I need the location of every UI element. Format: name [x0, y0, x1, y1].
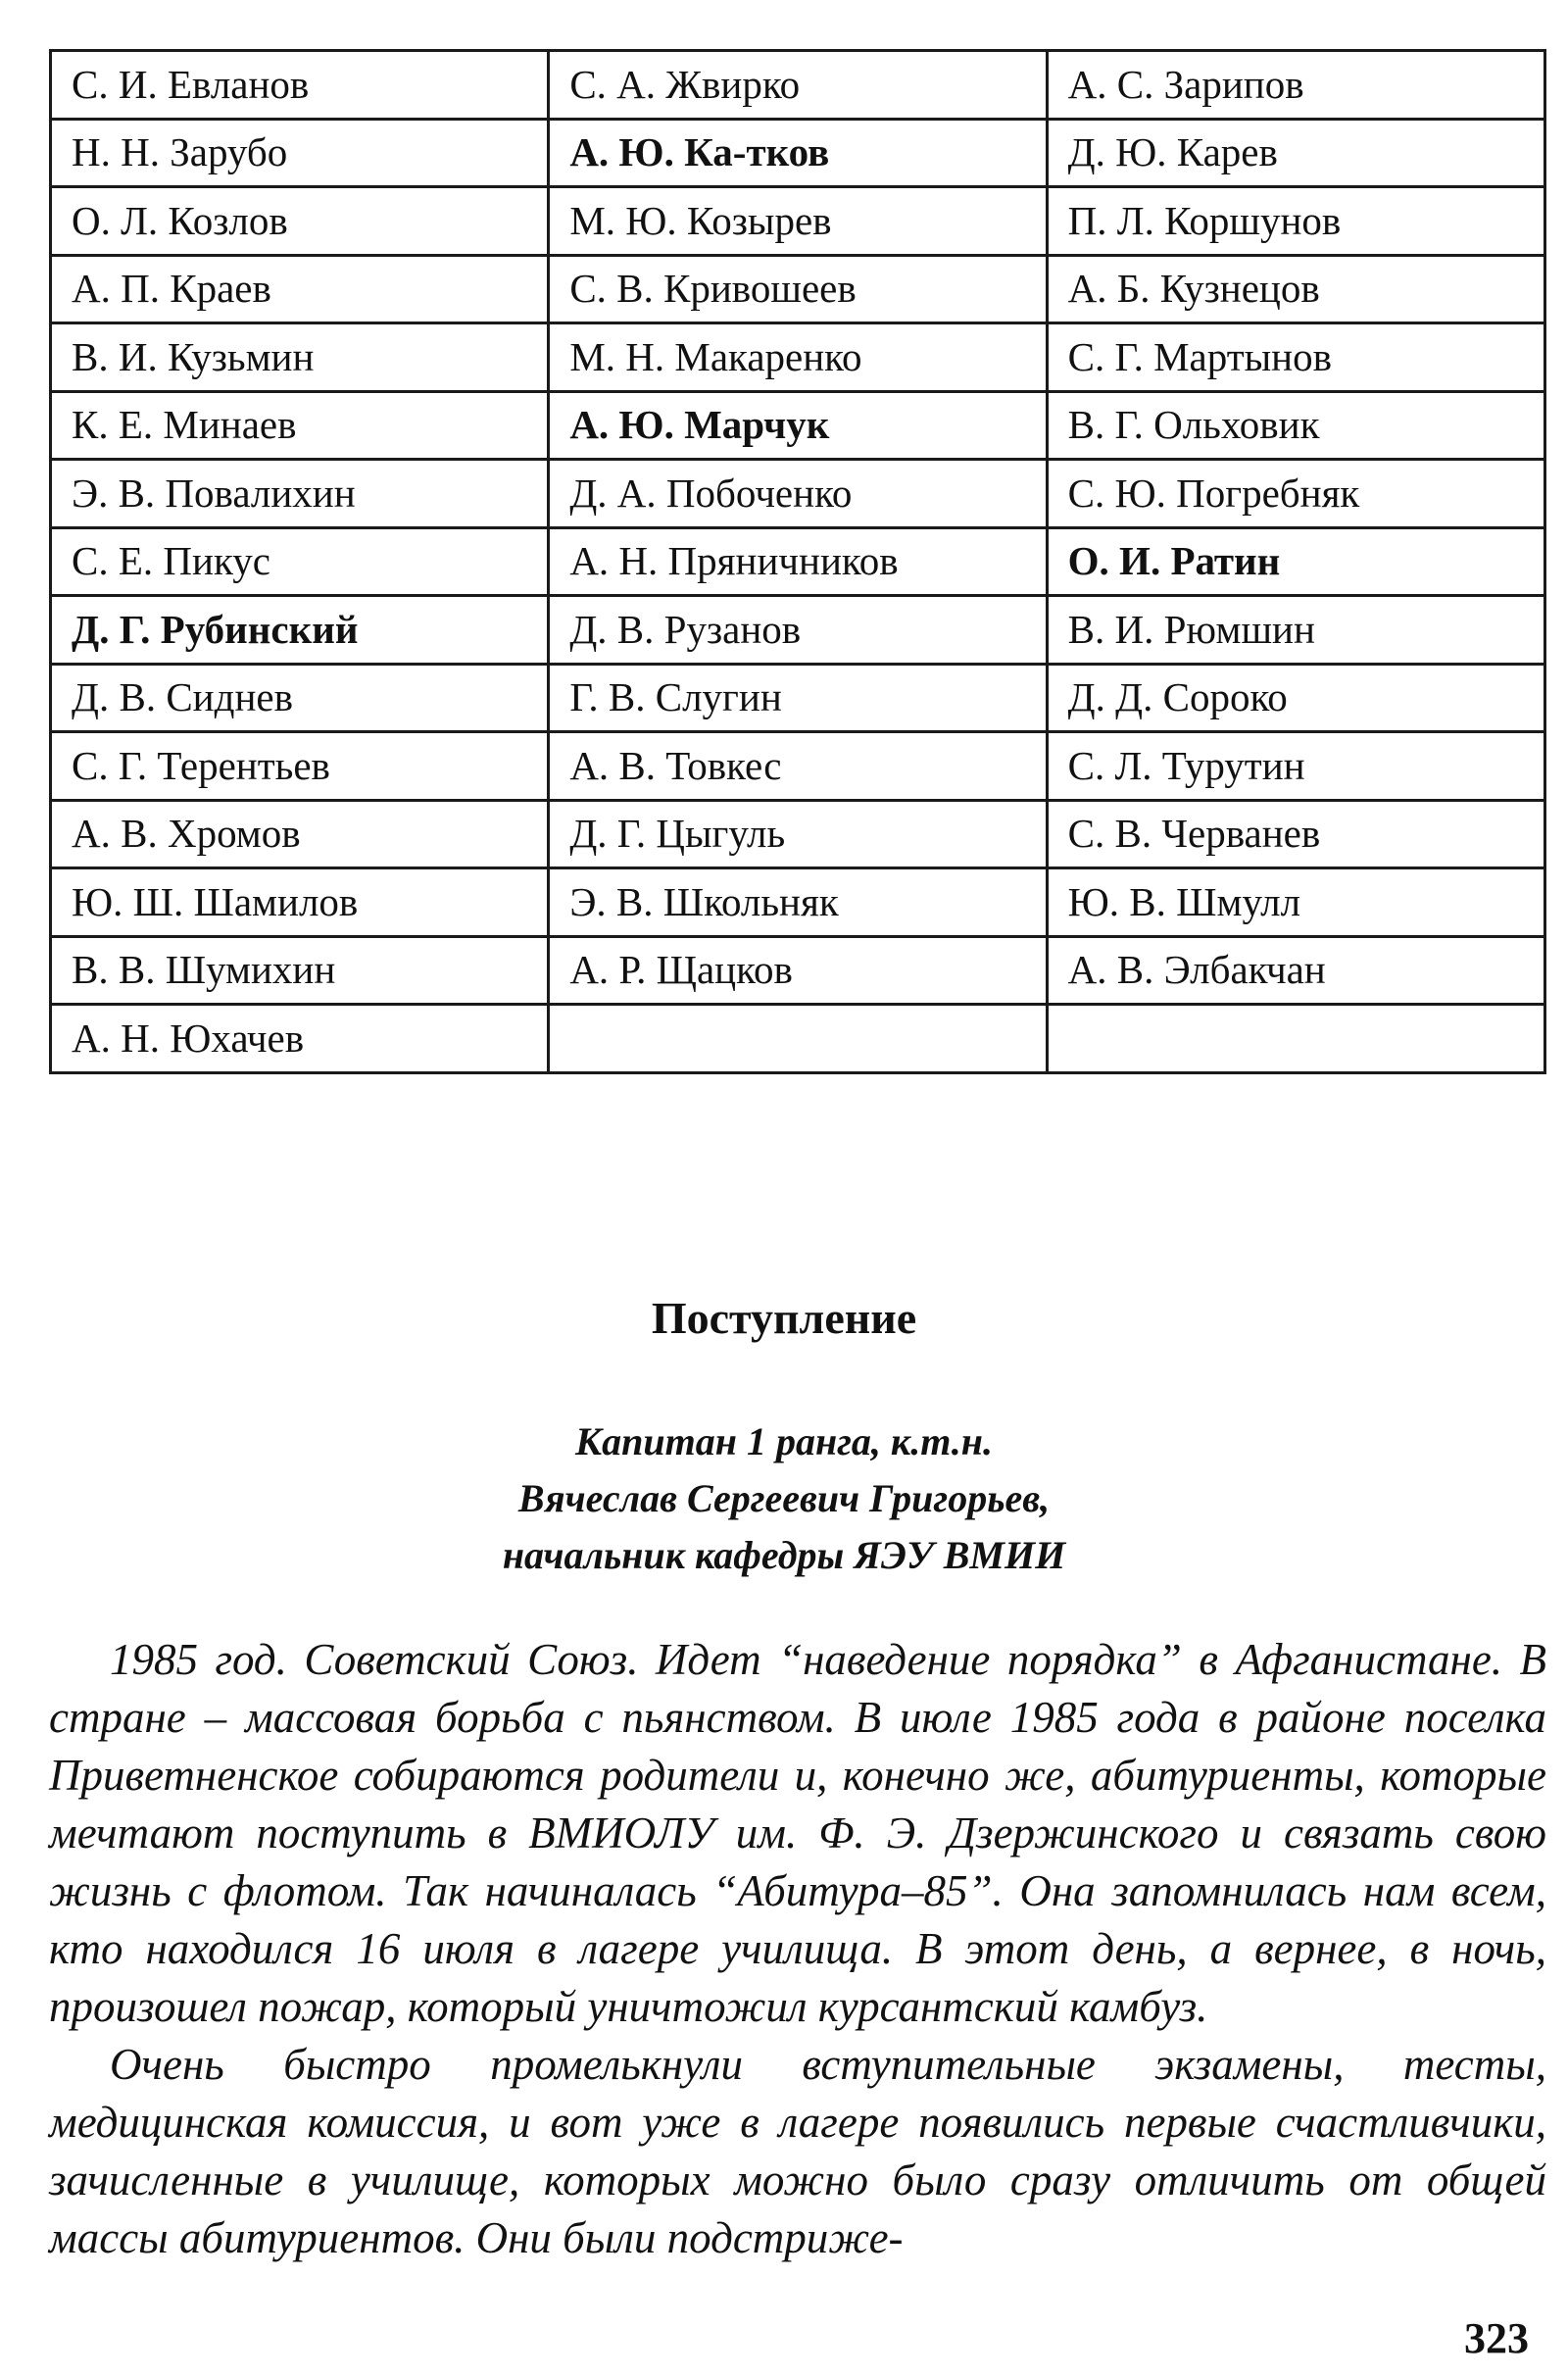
table-row [51, 527, 1545, 596]
table-cell: А. Ю. Ка-тков [549, 119, 1047, 187]
table-row [51, 51, 1545, 120]
table-cell: Д. А. Побоченко [549, 460, 1047, 528]
table-cell: Д. Г. Цыгуль [549, 800, 1047, 868]
table-row [51, 1005, 1545, 1073]
table-cell: А. С. Зарипов [1047, 51, 1544, 120]
paragraph: Очень быстро промелькнули вступительные экзамены, тесты, медицинская комиссия, и вот уже в лагере появились первые счастливчики, зачисленные в училище, которых можно было сразу отличить от общей массы абитуриентов. Они были подстриже- [49, 2040, 1546, 2262]
page-number: 323 [1464, 2314, 1529, 2362]
table-cell: С. И. Евланов [51, 51, 549, 120]
table-cell: В. Г. Ольховик [1047, 391, 1544, 460]
table-cell: К. Е. Минаев [51, 391, 549, 460]
table-cell: А. Ю. Марчук [549, 391, 1047, 460]
table-cell: С. Г. Мартынов [1047, 323, 1544, 392]
table-cell: С. Ю. Погребняк [1047, 460, 1544, 528]
table-row [51, 323, 1545, 392]
table-cell: А. Б. Кузнецов [1047, 255, 1544, 323]
table-row [51, 868, 1545, 937]
table-cell: А. В. Товкес [549, 732, 1047, 801]
table-cell: А. П. Краев [51, 255, 549, 323]
table-row [51, 596, 1545, 665]
table-cell: Ю. Ш. Шамилов [51, 868, 549, 937]
table-cell [549, 1005, 1047, 1073]
table-row [51, 119, 1545, 187]
author-position-line: начальник кафедры ЯЭУ ВМИИ [502, 1533, 1066, 1577]
table-row [51, 664, 1545, 732]
table-cell: Э. В. Школьняк [549, 868, 1047, 937]
table-cell: С. В. Кривошеев [549, 255, 1047, 323]
table-cell: Д. Г. Рубинский [51, 596, 549, 665]
table-row [51, 800, 1545, 868]
table-cell: О. И. Ратин [1047, 527, 1544, 596]
table-cell: Э. В. Повалихин [51, 460, 549, 528]
table-cell: М. Н. Макаренко [549, 323, 1047, 392]
table-cell: Д. Ю. Карев [1047, 119, 1544, 187]
table-cell: А. Р. Щацков [549, 936, 1047, 1005]
table-cell: С. Л. Турутин [1047, 732, 1544, 801]
table-cell [1047, 1005, 1544, 1073]
table-cell: Д. В. Рузанов [549, 596, 1047, 665]
table-cell: Ю. В. Шмулл [1047, 868, 1544, 937]
table-cell: О. Л. Козлов [51, 187, 549, 256]
table-cell: С. А. Жвирко [549, 51, 1047, 120]
table-cell: С. В. Черванев [1047, 800, 1544, 868]
table-row [51, 936, 1545, 1005]
author-block [0, 1413, 1568, 1584]
author-rank-line: Капитан 1 ранга, к.т.н. [575, 1419, 993, 1463]
table-cell: А. В. Хромов [51, 800, 549, 868]
table-cell: Д. Д. Сороко [1047, 664, 1544, 732]
table-cell: А. В. Элбакчан [1047, 936, 1544, 1005]
names-table [49, 49, 1546, 1074]
table-cell: А. Н. Пряничников [549, 527, 1047, 596]
section-title: Поступление [651, 1293, 917, 1343]
author-name-line: Вячеслав Сергеевич Григорьев, [517, 1476, 1051, 1520]
table-cell: В. И. Рюмшин [1047, 596, 1544, 665]
table-cell: М. Ю. Козырев [549, 187, 1047, 256]
table-row [51, 732, 1545, 801]
table-cell: Д. В. Сиднев [51, 664, 549, 732]
table-cell: Г. В. Слугин [549, 664, 1047, 732]
table-row [51, 187, 1545, 256]
table-cell: Н. Н. Зарубо [51, 119, 549, 187]
names-table-body [51, 51, 1545, 1073]
table-cell: С. Е. Пикус [51, 527, 549, 596]
table-cell: А. Н. Юхачев [51, 1005, 549, 1073]
table-cell: В. В. Шумихин [51, 936, 549, 1005]
table-cell: С. Г. Терентьев [51, 732, 549, 801]
table-row [51, 460, 1545, 528]
table-cell: В. И. Кузьмин [51, 323, 549, 392]
table-cell: П. Л. Коршунов [1047, 187, 1544, 256]
paragraph: 1985 год. Советский Союз. Идет “наведение порядка” в Афганистане. В стране – массовая борьба с пьянством. В июле 1985 года в районе поселка Приветненское собираются родители и, конечно же, абитуриенты, которые мечтают поступить в ВМИОЛУ им. Ф. Э. Дзержинского и связать свою жизнь с флотом. Так начиналась “Абитура–85”. Она запомнилась нам всем, кто находился 16 июля в лагере училища. В этот день, а вернее, в ночь, произошел пожар, который уничтожил курсантский камбуз. [49, 1635, 1546, 2031]
table-row [51, 391, 1545, 460]
body-text [49, 1631, 1546, 2267]
table-row [51, 255, 1545, 323]
